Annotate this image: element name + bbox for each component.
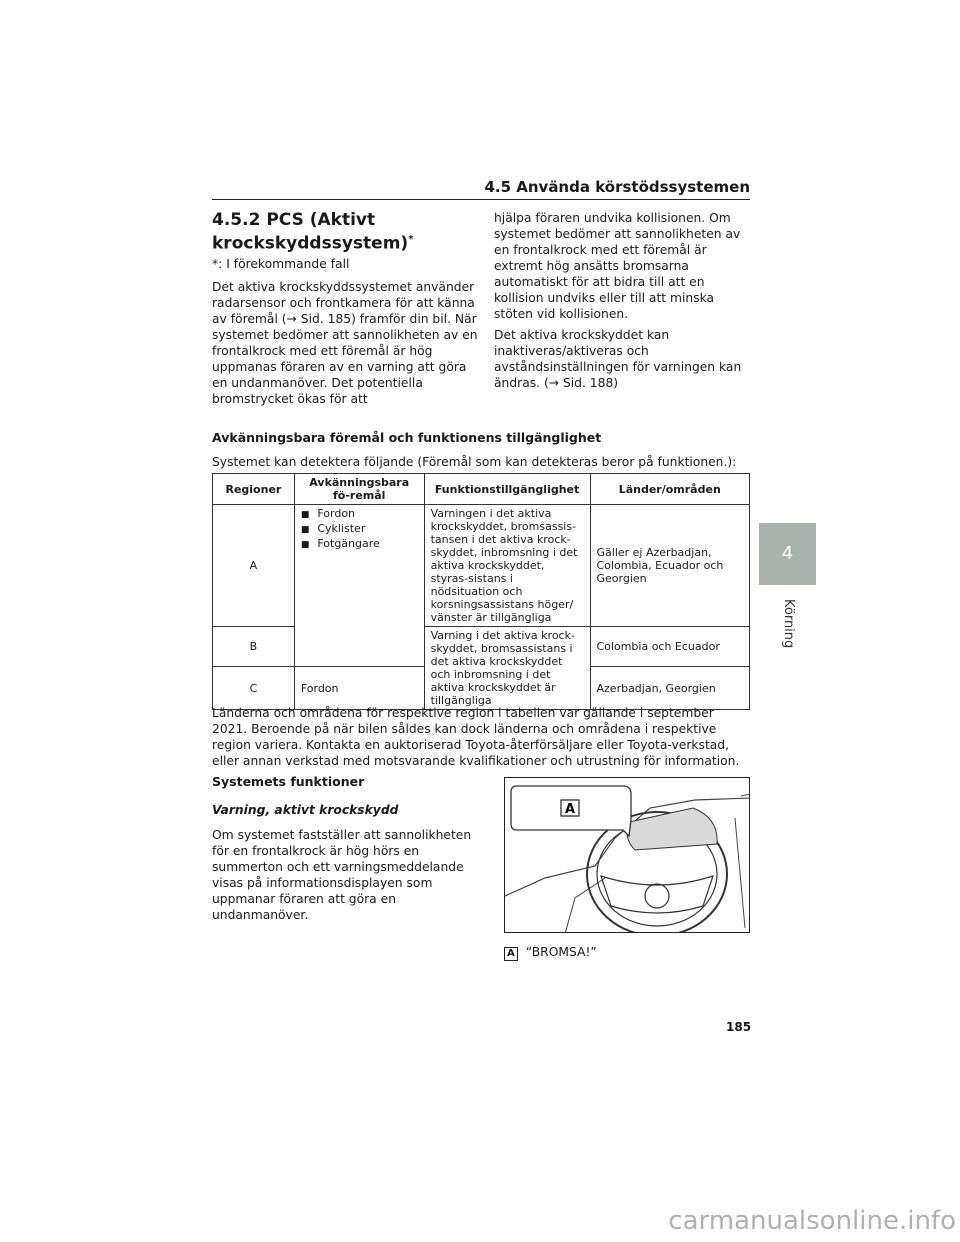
header-regions: Regioner [213,474,295,505]
object-item: ■ Fotgängare [301,537,418,552]
caption-callout: A [504,947,518,961]
table-row-a [213,505,750,627]
table-row-b [213,627,750,667]
warning-paragraph: Om systemet fastställer att sannolikheten för en frontalkrock är hög hörs en summerton och ett varningsmeddelande visas på informationsdisplayen som uppmanar föraren att göra en undanmanöver. [212,828,472,922]
page-title [212,210,472,254]
objects-ab [294,505,424,667]
objects-c: Fordon [294,667,424,710]
region-b: B [213,627,295,667]
dashboard-illustration [504,777,750,933]
title-text: 4.5.2 PCS (Aktivt krockskyddssystem) [212,210,409,254]
function-bc: Varning i det aktiva krock-skyddet, bromsassistans i det aktiva krockskyddet och inbromsning i det aktiva krockskyddet är tillgängliga [424,627,590,710]
header-function: Funktionstillgänglighet [424,474,590,505]
table-intro: Systemet kan detektera följande (Föremål som kan detekteras beror på funktionen.): [212,455,737,469]
header-objects: Avkänningsbara fö-remål [294,474,424,505]
title-asterisk: * [408,234,414,245]
functions-heading: Systemets funktioner [212,774,365,789]
caption-text: “BROMSA!” [525,945,597,959]
page-number: 185 [726,1020,752,1034]
right-paragraph-2: Det aktiva krockskyddet kan inaktiveras/aktiveras och avståndsinställningen för varningen kan ändras. (→ Sid. 188) [494,328,742,390]
object-item: ■ Fordon [301,507,418,522]
steering-wheel-drawing [505,778,750,933]
intro-paragraph: Det aktiva krockskyddssystemet använder radarsensor och frontkamera för att känna av föremål (→ Sid. 185) framför din bil. När systemet bedömer att sannolikheten av en frontalkrock med ett föremål är hög uppmanas föraren av en varning att göra en undanmanöver. Det potentiella bromstrycket ökas för att [212,280,478,406]
footnote: *: I förekommande fall [212,257,350,271]
warning-heading: Varning, aktivt krockskydd [212,803,399,817]
chapter-tab: 4 [759,523,816,585]
chapter-label: Körning [781,599,796,649]
header-rule [212,199,750,200]
subheading: Avkänningsbara föremål och funktionens tillgänglighet [212,430,602,445]
section-header: 4.5 Använda körstödssystemen [484,178,750,196]
figure-callout: A [564,802,576,817]
figure-caption [504,944,750,961]
countries-c: Azerbadjan, Georgien [590,667,750,710]
region-c: C [213,667,295,710]
table-header-row [213,474,750,505]
watermark: carmanualsonline.info [668,1206,956,1236]
function-a: Varningen i det aktiva krockskyddet, bromsassis-tansen i det aktiva krock-skyddet, inbromsning i det aktiva krockskyddet, styras-sistans i nödsituation och korsningsassistans höger/ vänster är tillgängliga [424,505,590,627]
header-countries: Länder/områden [590,474,750,505]
countries-a: Gäller ej Azerbadjan, Colombia, Ecuador och Georgien [590,505,750,627]
countries-b: Colombia och Ecuador [590,627,750,667]
object-item: ■ Cyklister [301,522,418,537]
availability-table [212,473,750,710]
right-paragraph-1: hjälpa föraren undvika kollisionen. Om systemet bedömer att sannolikheten av en frontalkrock med ett föremål är extremt hög ansätts bromsarna automatiskt för att bidra till att en kollision undviks eller till att minska stöten vid kollisionen. [494,211,741,321]
region-note: Länderna och områdena för respektive region i tabellen var gällande i september 2021. Beroende på när bilen såldes kan dock länderna och områdena i respektive region variera. Kontakta en auktoriserad Toyota-återförsäljare eller Toyota-verkstad, eller annan verkstad med motsvarande kvalifikationer och utrustning för information. [212,706,740,768]
region-a: A [213,505,295,627]
